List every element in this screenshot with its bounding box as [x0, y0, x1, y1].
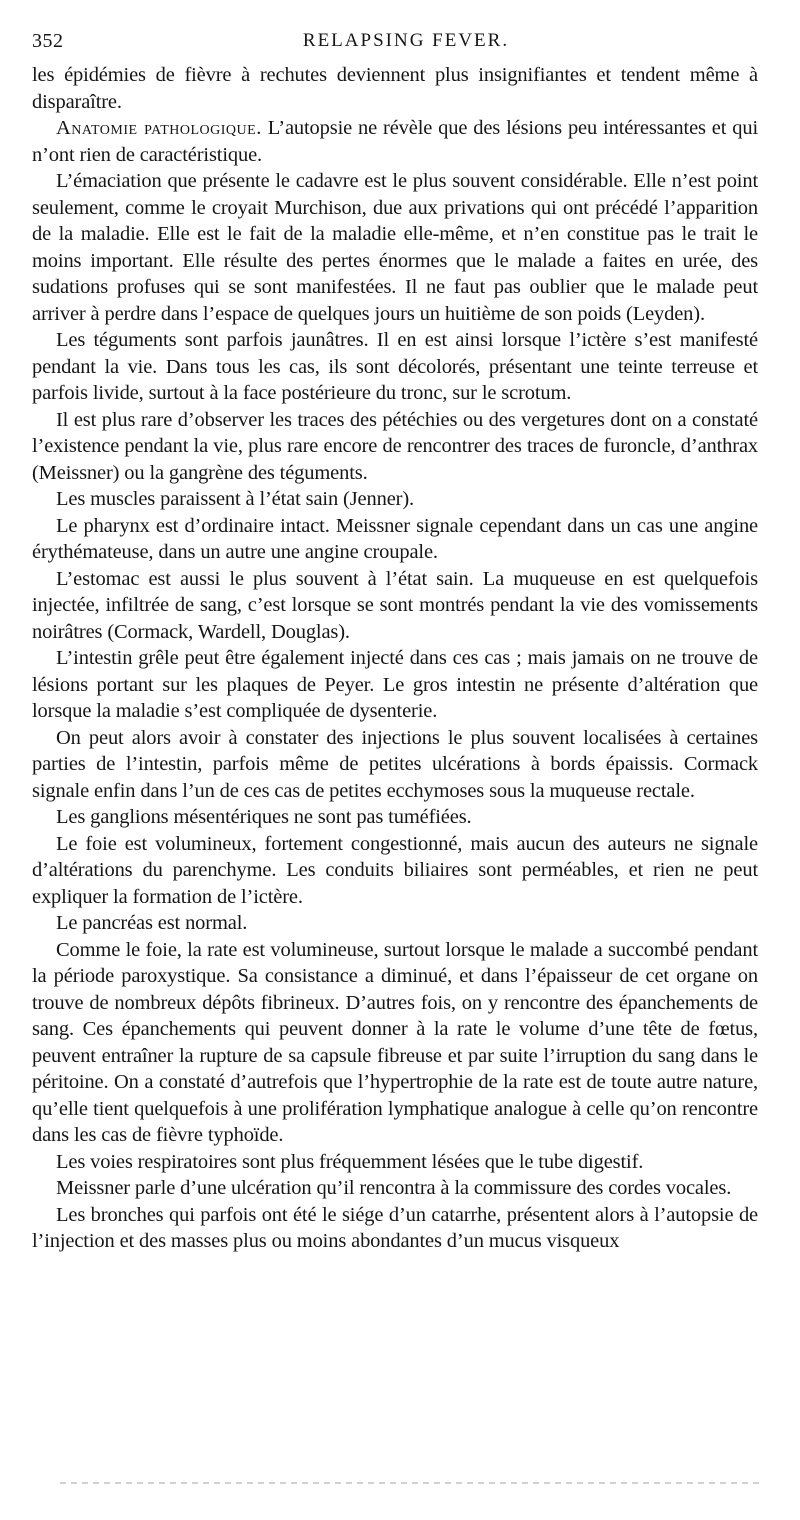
section-heading: Anatomie pathologique. — [56, 117, 262, 139]
paragraph: Comme le foie, la rate est volumineuse, surtout lorsque le malade a succombé pendant la période paroxystique. Sa consistance a diminué, et dans l’épaisseur de cet organe on trouve de nombreux dépôts fibrineux. D’autres fois, on y rencontre des épanchements de sang. Ces épanchements qui peuvent donner à la rate le volume d’une tête de fœtus, peuvent entraîner la rupture de sa capsule fibreuse et par suite l’irruption du sang dans le péritoine. On a constaté d’autrefois que l’hypertrophie de la rate est de toute autre nature, qu’elle tient quelquefois à une prolifération lymphatique analogue à celle qu’on rencontre dans les cas de fièvre typhoïde. — [32, 938, 758, 1146]
page-number: 352 — [32, 30, 64, 52]
paragraph: Meissner parle d’une ulcération qu’il rencontra à la commissure des cordes vocales. — [56, 1177, 732, 1199]
paragraph: L’émaciation que présente le cadavre est le plus souvent considérable. Elle n’est point seulement, comme le croyait Murchison, due aux privations qui ont précédé l’apparition de la maladie. Elle est le fait de la maladie elle-même, et n’en constitue pas le trait le moins important. Elle résulte des pertes énormes que le malade a faites en urée, des sudations profuses qui se sont manifestées. Il ne faut pas oublier que le malade peut arriver à perdre dans l’espace de quelques jours un huitième de son poids (Leyden). — [32, 170, 758, 325]
paragraph: Le pancréas est normal. — [56, 912, 248, 934]
paragraph: Le foie est volumineux, fortement congestionné, mais aucun des auteurs ne signale d’altérations du parenchyme. Les conduits biliaires sont perméables, et rien ne peut expliquer la formation de l’ictère. — [32, 832, 758, 908]
paragraph-section-start — [32, 115, 758, 168]
body-text — [32, 62, 758, 1255]
running-head: RELAPSING FEVER. — [302, 30, 510, 51]
paragraph: Les bronches qui parfois ont été le siége d’un catarrhe, présentent alors à l’autopsie de l’injection et des masses plus ou moins abondantes d’un mucus visqueux — [32, 1203, 758, 1252]
paragraph: Les voies respiratoires sont plus fréquemment lésées que le tube digestif. — [56, 1150, 644, 1173]
page-header — [32, 30, 780, 56]
paragraph: Le pharynx est d’ordinaire intact. Meissner signale cependant dans un cas une angine érythémateuse, dans un autre une angine croupale. — [32, 514, 758, 563]
paragraph: Les téguments sont parfois jaunâtres. Il en est ainsi lorsque l’ictère s’est manifesté pendant la vie. Dans tous les cas, ils sont décolorés, présentant une teinte terreuse et parfois livide, surtout à la face postérieure du tronc, sur le scrotum. — [32, 329, 758, 404]
paragraph: Les muscles paraissent à l’état sain (Jenner). — [56, 488, 414, 510]
paragraph: L’intestin grêle peut être également injecté dans ces cas ; mais jamais on ne trouve de lésions portant sur les plaques de Peyer. Le gros intestin ne présente d’altération que lorsque la maladie s’est compliquée de dysenterie. — [32, 647, 758, 722]
paragraph-continuation: les épidémies de fièvre à rechutes deviennent plus insignifiantes et tendent même à disparaître. — [32, 64, 758, 113]
paragraph: L’estomac est aussi le plus souvent à l’état sain. La muqueuse en est quelquefois injectée, infiltrée de sang, c’est lorsque se sont montrés pendant la vie des vomissements noirâtres (Cormack, Wardell, Douglas). — [32, 567, 758, 643]
paragraph: Les ganglions mésentériques ne sont pas tuméfiées. — [56, 806, 472, 828]
paragraph: Il est plus rare d’observer les traces des pétéchies ou des vergetures dont on a constaté l’existence pendant la vie, plus rare encore de rencontrer des traces de furoncle, d’anthrax (Meissner) ou la gangrène des téguments. — [32, 408, 758, 484]
bleed-through-line — [60, 1482, 760, 1484]
paragraph: On peut alors avoir à constater des injections le plus souvent localisées à certaines parties de l’intestin, parfois même de petites ulcérations à bords épaissis. Cormack signale enfin dans l’un de ces cas de petites ecchymoses sous la muqueuse rectale. — [32, 726, 758, 802]
paragraph-text: L’autopsie ne révèle que des lésions peu intéressantes et qui n’ont rien de caractéristique. — [32, 117, 758, 166]
